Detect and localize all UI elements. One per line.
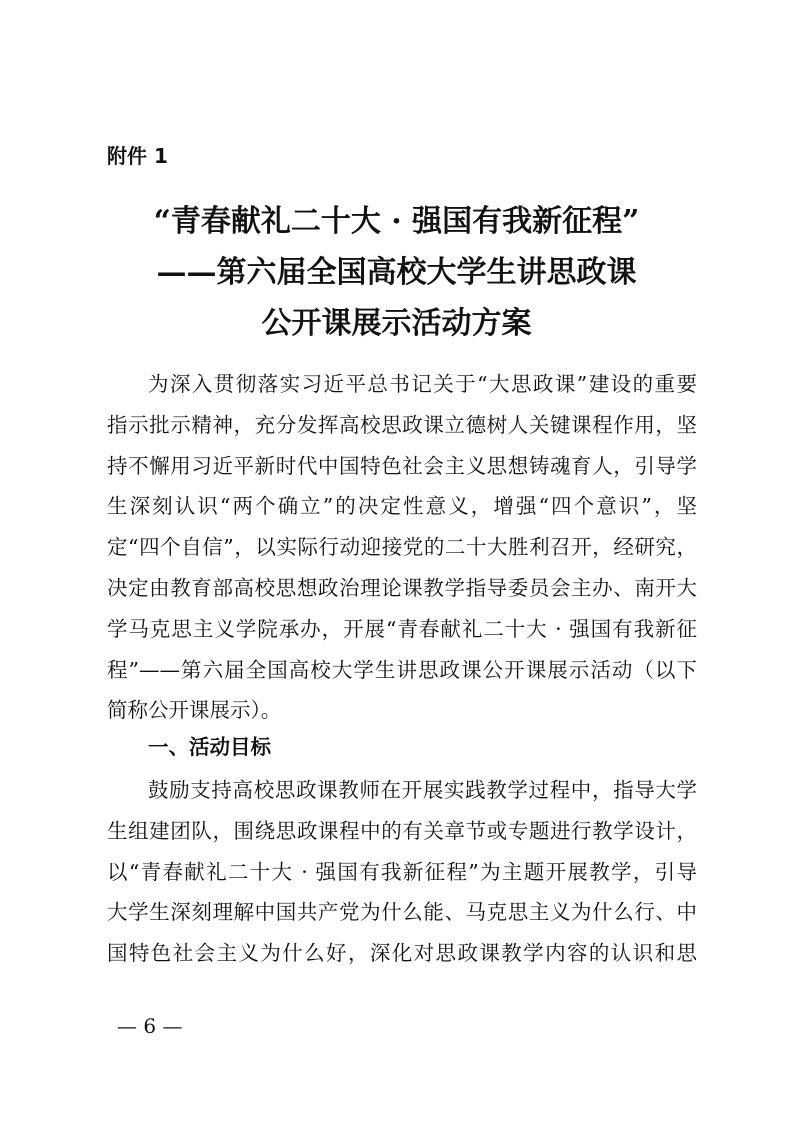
document-title-line-3: 公开课展示活动方案 (261, 306, 532, 341)
paragraph-line: 生组建团队，围绕思政课程中的有关章节或专题进行教学设计， (107, 818, 697, 843)
document-title-line-1: “青春献礼二十大 · 强国有我新征程” (153, 204, 640, 239)
paragraph-line: 简称公开课展示）。 (107, 698, 282, 723)
paragraph-line: 为深入贯彻落实习近平总书记关于“大思政课”建设的重要 (148, 372, 697, 396)
paragraph-line: 大学生深刻理解中国共产党为什么能、马克思主义为什么行、中 (107, 900, 697, 925)
paragraph-line: 决定由教育部高校思想政治理论课教学指导委员会主办、南开大 (107, 576, 697, 600)
paragraph-line: 程”——第六届全国高校大学生讲思政课公开课展示活动（以下 (107, 657, 697, 682)
attachment-label: 附件 1 (107, 144, 168, 168)
paragraph-line: 指示批示精神，充分发挥高校思政课立德树人关键课程作用，坚 (107, 412, 697, 437)
paragraph-line: 生深刻认识“两个确立”的决定性意义，增强“四个意识”，坚 (107, 494, 697, 519)
paragraph-line: 以“青春献礼二十大 · 强国有我新征程”为主题开展教学，引导 (107, 859, 697, 884)
document-title-line-2: ——第六届全国高校大学生讲思政课 (156, 255, 637, 290)
paragraph-line: 定“四个自信”，以实际行动迎接党的二十大胜利召开，经研究， (107, 535, 697, 560)
page-number: — 6 — (117, 1014, 183, 1038)
section-heading-activity-goals: 一、活动目标 (148, 735, 271, 759)
paragraph-line: 学马克思主义学院承办，开展“青春献礼二十大 · 强国有我新征 (107, 616, 697, 641)
paragraph-line: 持不懈用习近平新时代中国特色社会主义思想铸魂育人，引导学 (107, 453, 697, 478)
paragraph-line: 国特色社会主义为什么好，深化对思政课教学内容的认识和思 (107, 941, 697, 966)
paragraph-line: 鼓励支持高校思政课教师在开展实践教学过程中，指导大学 (148, 778, 697, 802)
